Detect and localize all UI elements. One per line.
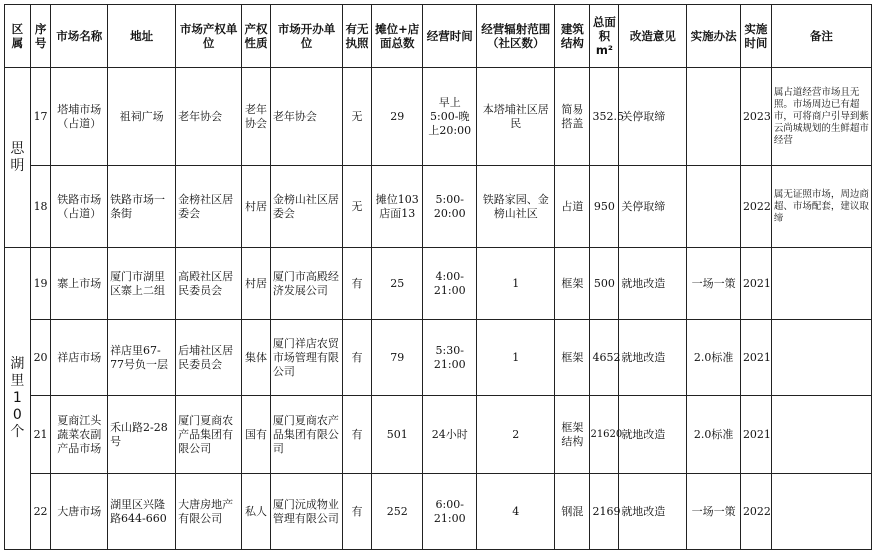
market-table: [4, 4, 872, 550]
cell-stalls: 25: [371, 248, 423, 320]
cell-market-name: 祥店市场: [51, 320, 108, 396]
cell-radius: 2: [477, 396, 555, 474]
cell-market-name: 大唐市场: [51, 474, 108, 550]
cell-method: 一场一策: [687, 474, 741, 550]
cell-radius: 4: [477, 474, 555, 550]
cell-note: [771, 320, 871, 396]
cell-operator: 厦门夏商农产品集团有限公司: [270, 396, 342, 474]
cell-address: 厦门市湖里区寨上二组: [108, 248, 176, 320]
cell-license: 无: [343, 166, 372, 248]
cell-hours: 5:30-21:00: [423, 320, 477, 396]
header-radius: 经营辐射范围（社区数）: [477, 5, 555, 68]
cell-area: 4652: [590, 320, 619, 396]
cell-area: 500: [590, 248, 619, 320]
cell-seq: 17: [30, 68, 51, 166]
cell-method: [687, 166, 741, 248]
cell-structure: 钢混: [555, 474, 590, 550]
cell-year: 2021: [740, 248, 771, 320]
cell-opinion: 就地改造: [619, 320, 687, 396]
cell-radius: 1: [477, 248, 555, 320]
cell-owner: 老年协会: [176, 68, 242, 166]
cell-note: [771, 474, 871, 550]
header-year: 实施时间: [740, 5, 771, 68]
cell-year: 2023: [740, 68, 771, 166]
header-nature: 产权性质: [242, 5, 271, 68]
cell-operator: 厦门市高殿经济发展公司: [270, 248, 342, 320]
header-area: 总面积m²: [590, 5, 619, 68]
cell-note: 属无证照市场，周边商超、市场配套，建议取缔: [771, 166, 871, 248]
cell-structure: 占道: [555, 166, 590, 248]
cell-license: 有: [343, 396, 372, 474]
cell-nature: 国有: [242, 396, 271, 474]
cell-area: 950: [590, 166, 619, 248]
table-row: [5, 248, 872, 320]
cell-method: [687, 68, 741, 166]
cell-address: 禾山路2-28号: [108, 396, 176, 474]
header-hours: 经营时间: [423, 5, 477, 68]
header-operator: 市场开办单位: [270, 5, 342, 68]
cell-opinion: 关停取缔: [619, 68, 687, 166]
cell-seq: 20: [30, 320, 51, 396]
cell-market-name: 塔埔市场（占道）: [51, 68, 108, 166]
cell-seq: 18: [30, 166, 51, 248]
cell-market-name: 寨上市场: [51, 248, 108, 320]
cell-operator: 老年协会: [270, 68, 342, 166]
cell-owner: 高殿社区居民委员会: [176, 248, 242, 320]
cell-year: 2021: [740, 396, 771, 474]
market-renovation-sheet: [4, 4, 872, 550]
cell-radius: 铁路家园、金榜山社区: [477, 166, 555, 248]
cell-opinion: 就地改造: [619, 248, 687, 320]
cell-method: 2.0标准: [687, 320, 741, 396]
header-method: 实施办法: [687, 5, 741, 68]
district-cell-huli: [5, 248, 31, 550]
cell-hours: 24小时: [423, 396, 477, 474]
cell-address: 湖里区兴隆路644-660: [108, 474, 176, 550]
cell-stalls: 501: [371, 396, 423, 474]
cell-area: 352.5: [590, 68, 619, 166]
cell-radius: 本塔埔社区居民: [477, 68, 555, 166]
cell-opinion: 就地改造: [619, 474, 687, 550]
cell-structure: 框架: [555, 320, 590, 396]
cell-license: 有: [343, 248, 372, 320]
cell-nature: 村居: [242, 248, 271, 320]
header-owner: 市场产权单位: [176, 5, 242, 68]
cell-note: [771, 248, 871, 320]
header-row: [5, 5, 872, 68]
table-row: [5, 166, 872, 248]
cell-note: 属占道经营市场且无照。市场周边已有超市，可将商户引导到紫云尚城规划的生鲜超市经营: [771, 68, 871, 166]
header-seq: 序号: [30, 5, 51, 68]
cell-hours: 6:00-21:00: [423, 474, 477, 550]
cell-stalls: 摊位103店面13: [371, 166, 423, 248]
cell-opinion: 就地改造: [619, 396, 687, 474]
cell-area: 21620: [590, 396, 619, 474]
cell-structure: 框架结构: [555, 396, 590, 474]
cell-address: 祖祠广场: [108, 68, 176, 166]
cell-owner: 金榜社区居委会: [176, 166, 242, 248]
cell-method: 2.0标准: [687, 396, 741, 474]
district-name: 湖里10个: [10, 356, 25, 440]
cell-stalls: 252: [371, 474, 423, 550]
header-address: 地址: [108, 5, 176, 68]
cell-opinion: 关停取缔: [619, 166, 687, 248]
table-row: [5, 396, 872, 474]
cell-seq: 22: [30, 474, 51, 550]
cell-nature: 私人: [242, 474, 271, 550]
cell-year: 2022: [740, 166, 771, 248]
header-opinion: 改造意见: [619, 5, 687, 68]
cell-nature: 村居: [242, 166, 271, 248]
cell-area: 2169: [590, 474, 619, 550]
cell-seq: 21: [30, 396, 51, 474]
district-name: 思明: [10, 140, 25, 174]
cell-hours: 5:00-20:00: [423, 166, 477, 248]
cell-year: 2022: [740, 474, 771, 550]
cell-owner: 厦门夏商农产品集团有限公司: [176, 396, 242, 474]
cell-address: 铁路市场一条街: [108, 166, 176, 248]
header-stalls: 摊位+店面总数: [371, 5, 423, 68]
cell-stalls: 29: [371, 68, 423, 166]
header-district: 区属: [5, 5, 31, 68]
header-note: 备注: [771, 5, 871, 68]
cell-hours: 早上5:00-晚上20:00: [423, 68, 477, 166]
cell-structure: 简易搭盖: [555, 68, 590, 166]
cell-hours: 4:00-21:00: [423, 248, 477, 320]
header-license: 有无执照: [343, 5, 372, 68]
cell-structure: 框架: [555, 248, 590, 320]
cell-market-name: 夏商江头蔬菜农副产品市场: [51, 396, 108, 474]
cell-license: 有: [343, 474, 372, 550]
cell-owner: 后埔社区居民委员会: [176, 320, 242, 396]
cell-nature: 老年协会: [242, 68, 271, 166]
header-market-name: 市场名称: [51, 5, 108, 68]
cell-license: 无: [343, 68, 372, 166]
header-structure: 建筑结构: [555, 5, 590, 68]
cell-method: 一场一策: [687, 248, 741, 320]
cell-operator: 厦门沅成物业管理有限公司: [270, 474, 342, 550]
district-cell-siming: [5, 68, 31, 248]
cell-year: 2021: [740, 320, 771, 396]
cell-seq: 19: [30, 248, 51, 320]
cell-nature: 集体: [242, 320, 271, 396]
cell-stalls: 79: [371, 320, 423, 396]
cell-address: 祥店里67-77号负一层: [108, 320, 176, 396]
table-row: [5, 68, 872, 166]
table-row: [5, 320, 872, 396]
table-row: [5, 474, 872, 550]
cell-operator: 厦门祥店农贸市场管理有限公司: [270, 320, 342, 396]
cell-license: 有: [343, 320, 372, 396]
cell-note: [771, 396, 871, 474]
cell-radius: 1: [477, 320, 555, 396]
cell-operator: 金榜山社区居委会: [270, 166, 342, 248]
cell-market-name: 铁路市场（占道）: [51, 166, 108, 248]
cell-owner: 大唐房地产有限公司: [176, 474, 242, 550]
